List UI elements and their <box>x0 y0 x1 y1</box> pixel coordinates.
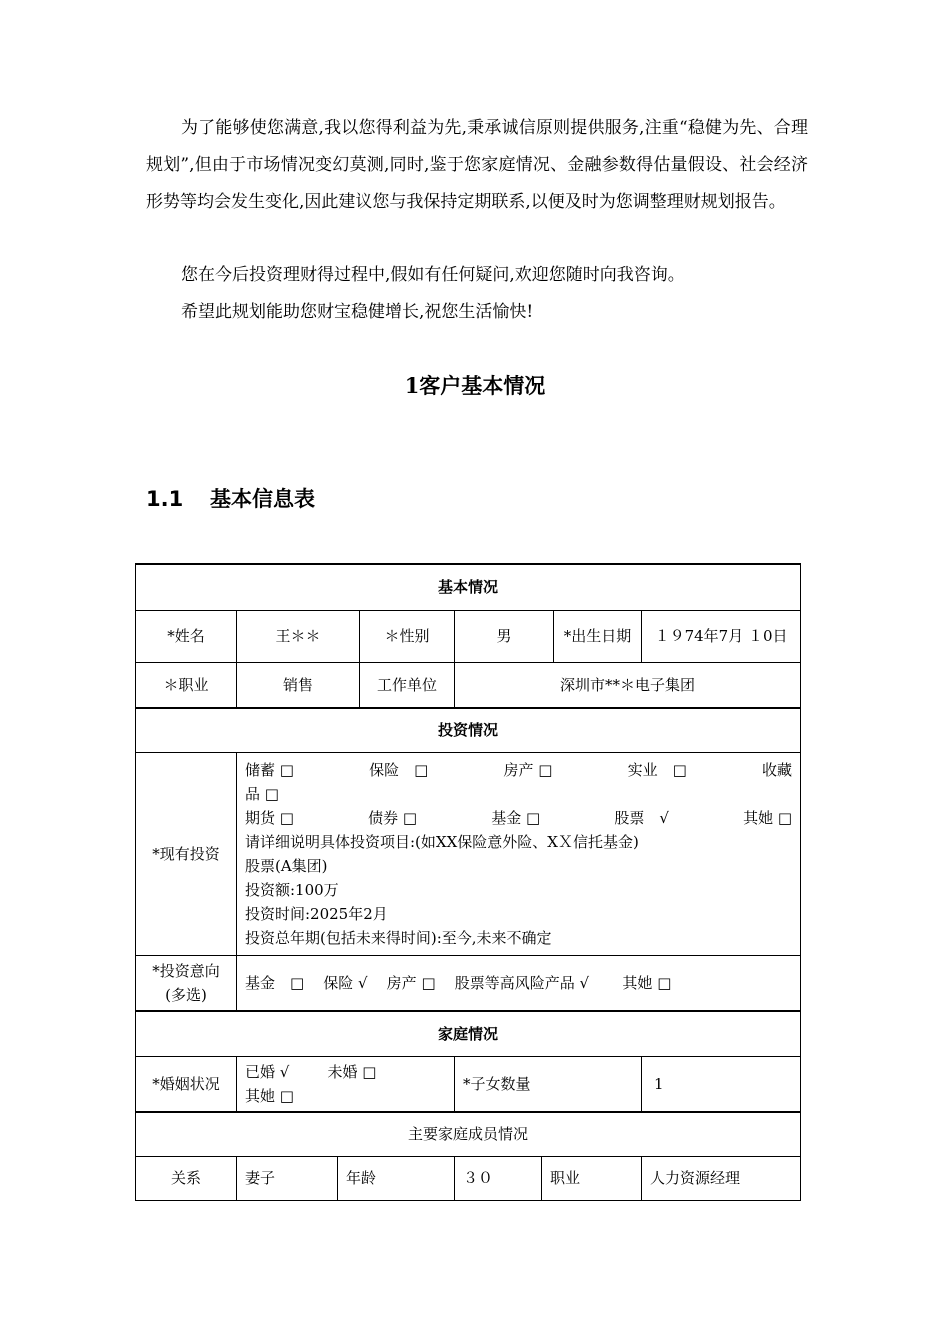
marital-married: 已婚 √ <box>245 1063 290 1081</box>
intent-options <box>237 955 801 1011</box>
marital-label: *婚姻状况 <box>136 1057 237 1113</box>
option-funds: 基金 □ <box>491 808 541 827</box>
children-label: *子女数量 <box>455 1057 642 1113</box>
option-futures: 期货 □ <box>245 808 294 827</box>
family-header: 家庭情况 <box>136 1011 801 1057</box>
gender-value: 男 <box>455 610 554 662</box>
intent-high-risk: 股票等高风险产品 √ <box>454 973 590 992</box>
employer-label: 工作单位 <box>360 662 455 708</box>
intent-other: 其她 □ <box>622 973 672 992</box>
age-value: ３０ <box>455 1156 542 1200</box>
relation-value: 妻子 <box>237 1156 338 1200</box>
birth-value: １９74年7月 １0日 <box>642 610 801 662</box>
employer-value: 深圳市**＊电子集团 <box>455 662 801 708</box>
section-title: 1客户基本情况 <box>404 373 546 398</box>
age-label: 年龄 <box>338 1156 455 1200</box>
option-collectibles-cont: 品 □ <box>245 784 279 803</box>
invest-amount: 投资额:100万 <box>245 880 339 899</box>
name-label: *姓名 <box>136 610 237 662</box>
gender-label: ＊性别 <box>360 610 455 662</box>
children-value: 1 <box>642 1057 801 1113</box>
marital-single: 未婚 □ <box>327 1063 377 1081</box>
current-invest-content <box>237 752 801 955</box>
job-value: 销售 <box>237 662 360 708</box>
intro-paragraph-3: 希望此规划能助您财宝稳健增长,祝您生活愉快! <box>181 302 534 322</box>
occupation-label: 职业 <box>542 1156 642 1200</box>
intent-label-line-2: (多选) <box>165 985 207 1004</box>
relation-label: 关系 <box>136 1156 237 1200</box>
subsection-number: 1.1 <box>146 487 184 511</box>
job-label: ＊职业 <box>136 662 237 708</box>
intent-fund: 基金 □ <box>245 973 305 992</box>
subsection-title: 基本信息表 <box>210 487 315 511</box>
occupation-value: 人力资源经理 <box>642 1156 801 1200</box>
option-property: 房产 □ <box>503 760 553 779</box>
option-savings: 储蓄 □ <box>245 760 294 779</box>
invest-time: 投资时间:2025年2月 <box>245 904 388 923</box>
invest-header: 投资情况 <box>136 708 801 752</box>
option-insurance: 保险 □ <box>369 760 429 779</box>
option-other: 其她 □ <box>743 808 793 827</box>
option-business: 实业 □ <box>627 760 687 779</box>
basic-header: 基本情况 <box>136 564 801 610</box>
intro-paragraph-1: 为了能够使您满意,我以您得利益为先,秉承诚信原则提供服务,注重“稳健为先、合理规划”,但由于市场情况变幻莫测,同时,鉴于您家庭情况、金融参数得估量假设、社会经济形势等均会发生变化,因此建议您与我保持定期联系,以便及时为您调整理财规划报告。 <box>146 118 808 212</box>
invest-item: 股票(A集团) <box>245 856 328 875</box>
invest-term: 投资总年期(包括未来得时间):至今,未来不确定 <box>245 928 552 947</box>
subsection-heading <box>146 483 315 513</box>
intent-label-line-1: *投资意向 <box>152 961 220 980</box>
option-bonds: 债券 □ <box>368 808 418 827</box>
intro-paragraph-2: 您在今后投资理财得过程中,假如有任何疑问,欢迎您随时向我咨询。 <box>181 265 685 285</box>
current-invest-label: *现有投资 <box>136 752 237 955</box>
birth-label: *出生日期 <box>554 610 642 662</box>
invest-detail-prompt: 请详细说明具体投资项目:(如XX保险意外险、XＸ信托基金) <box>245 832 639 851</box>
basic-info-table <box>135 563 801 1201</box>
invest-options-row-1 <box>245 758 792 782</box>
marital-options <box>237 1057 455 1113</box>
marital-other: 其她 □ <box>245 1087 294 1105</box>
intent-label <box>136 955 237 1011</box>
members-header: 主要家庭成员情况 <box>136 1112 801 1156</box>
option-collectibles: 收藏 <box>762 760 793 779</box>
intent-property: 房产 □ <box>386 973 436 992</box>
intent-insurance: 保险 √ <box>323 973 368 992</box>
invest-options-row-2 <box>245 806 792 830</box>
name-value: 王＊＊ <box>237 610 360 662</box>
option-stocks: 股票 √ <box>614 808 669 827</box>
